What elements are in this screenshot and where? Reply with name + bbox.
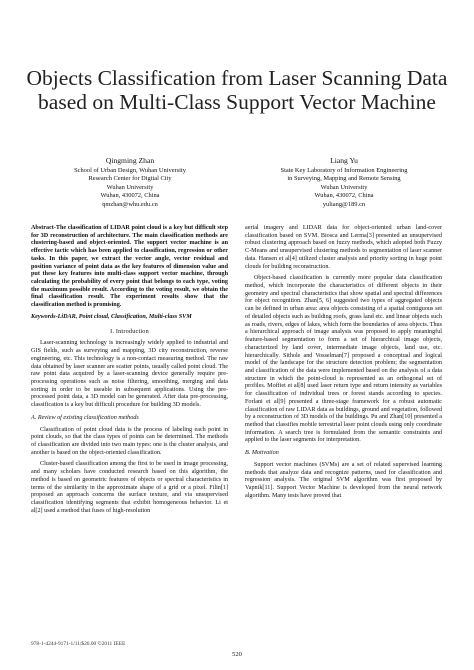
author-1 bbox=[30, 155, 230, 209]
copyright-footer: 978-1-4244-9171-1/11/$26.00 ©2011 IEEE bbox=[31, 641, 126, 647]
right-column bbox=[245, 225, 442, 500]
author-name: Qingming Zhan bbox=[105, 156, 155, 165]
subsection-heading: B. Motivation bbox=[245, 450, 279, 457]
subsection-heading: A. Review of existing classification methods bbox=[31, 414, 139, 421]
section-heading: I. Introduction bbox=[110, 327, 149, 335]
author-2 bbox=[244, 155, 444, 209]
author-affiliation: Wuhan, 430072, China bbox=[100, 192, 160, 200]
author-affiliation: State Key Laboratory of Information Engineering bbox=[280, 167, 408, 174]
page-number: 520 bbox=[232, 651, 242, 658]
paragraph: Classification of point cloud data is the process of labeling each point in point clouds, so that the class types of points can be determined. The methods of classification are divided into two main types: one is the cluster analysis, and another is based on the object-oriented classification. bbox=[31, 426, 228, 456]
author-affiliation: Wuhan University bbox=[106, 183, 154, 191]
author-affiliation: Wuhan University bbox=[320, 183, 368, 191]
author-affiliation: Wuhan, 430072, China bbox=[314, 192, 374, 200]
title-line-1: Objects Classification from Laser Scanning Data bbox=[26, 66, 448, 90]
paper-title bbox=[20, 66, 454, 114]
title-line-2: based on Multi-Class Support Vector Machine bbox=[38, 90, 436, 114]
keywords: Keywords-LiDAR, Point cloud, Classification, Multi-class SVM bbox=[31, 313, 192, 320]
paragraph: Laser-scanning technology is increasingly widely applied to industrial and GIS fields, such as surveying and mapping, 3D city reconstruction, reverse engineering, etc. This technology is a non-contact measuring method. The raw data obtained by laser scanner are scatter points, usually called point cloud. The raw point data acquired by a laser-scanning device generally require pre-processing operations such as noise filtering, smoothing, merging and data sorting in order to be useable in subsequent applications. Using the pre-processed point data, a 3D model can be generated. After data pre-processing, classification is a key but difficult procedure for building 3D models. bbox=[31, 340, 228, 409]
paragraph: aerial imagery and LIDAR data for object-oriented urban land-cover classification based on SVM. Biosca and Lerma[3] presented an unsupervised robust clustering approach based on fuzzy methods, which adopted both Fuzzy C-Means and unsupervised clustering methods to segmentation of laser scanner data. Hansen et al[4] utilized cluster analysis and priority sorting in huge point clouds for building reconstruction. bbox=[245, 225, 442, 270]
paragraph: Cluster-based classification among the first to be used in image processing, and many scholars have conducted research based on this algorithm, the method is based on geometric features of objects or spectral characteristics in terms of the similarity in the approximate shape of a grid or a pixel. Filin[1] proposed an approach concerns the surface texture, and via unsupervised classification identifying segments that exhibit homogeneous behavior. Li et al[2] used a method that fuses of high-resolution bbox=[31, 461, 228, 514]
author-affiliation: School of Urban Design, Wuhan University bbox=[74, 167, 186, 174]
left-column bbox=[31, 225, 228, 515]
paragraph: Object-based classification is currently more popular data classification method, which incorporate the characteristics of different objects in their geometry and spectral characteristics that show spatial and spectral differences for object recognition. Zhan[5, 6] suggested two types of aggregated objects can be defined in urban area: area objects consisting of a spatial contiguous set of detailed objects such as building roofs, grass land etc. and linear objects such as roads, rivers, edges of lakes, which form the boundaries of area objects. Thus a hierarchical approach of image analysis was proposed to apply meaningful feature-based segmentation to form a set of hierarchical image objects, characterized by land cover, intermediate image objects, land use, etc. hierarchically. Sithole and Vosselman[7] proposed a conceptual and logical model of the landscape for the structure detection problem; the segmentation and classification of the data were implemented based on the analysis of a data structure in which the point-cloud is represented as an orthogonal set of profiles. Moffiet et al[8] used laser return type and return intensity as variables for classification of individual trees or forest stands according to species. Forlani et al[9] presented a three-stage framework for a robust automatic classification of raw LIDAR data as buildings, ground and vegetation, followed by a reconstruction of 3D models of the buildings. Pu and Zhan[10] presented a method that classifies mobile terrestrial laser point clouds using only coordinate information. A search tree is formulated from the semantic constraints and applied to the laser segments for interpretation. bbox=[245, 275, 442, 444]
author-email: yuliang@189.cn bbox=[322, 200, 366, 208]
author-affiliation: in Surveying, Mapping and Remote Sensing bbox=[287, 175, 401, 183]
abstract: Abstract-The classification of LIDAR point cloud is a key but difficult step for 3D reconstruction of architecture. The main classification methods are clustering-based and object-oriented. The support vector machine is an effective tactic which has been applied to classification, regression or other tasks. In this paper, we extract the vector angle, vector residual and position variance of point data as the key features of dimension value and put these key features into multi-class support vector machine, through calculating the probability of every point that belongs to each type, voting the maximum possible result. According to the voting result, we obtain the final classification result. The experiment results show that the classification method is promising. bbox=[31, 225, 228, 309]
author-name: Liang Yu bbox=[330, 156, 358, 165]
author-affiliation: Research Center for Digital City bbox=[88, 175, 172, 183]
paragraph: Support vector machines (SVMs) are a set of related supervised learning methods that analyze data and recognize patterns, used for classification and regression analysis. The original SVM algorithm was first proposed by Vapnik[11]. Support Vector Machine is developed from the neural network algorithm. Many tests have proved that bbox=[245, 461, 442, 499]
author-email: qmzhan@whu.edu.cn bbox=[102, 200, 158, 208]
